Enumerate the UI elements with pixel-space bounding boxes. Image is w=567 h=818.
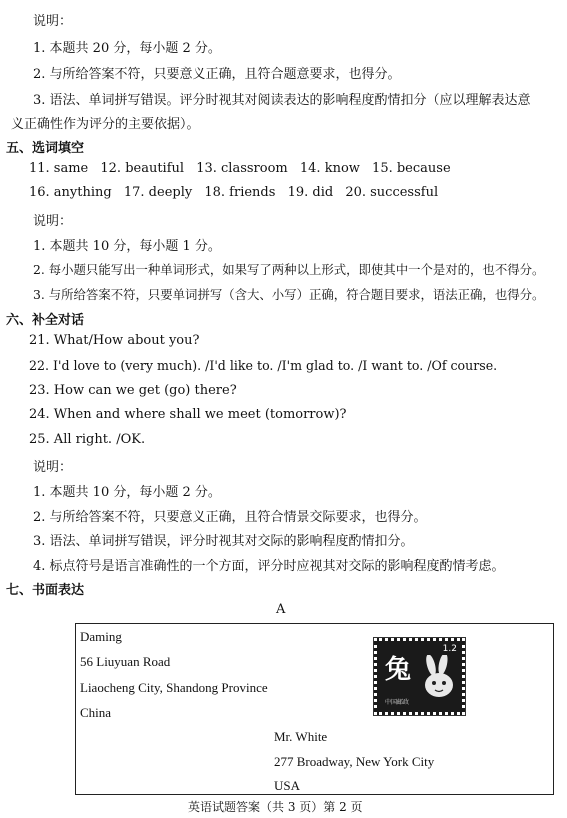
recipient-line: Mr. White (274, 729, 328, 744)
answer-item: 18. friends (204, 185, 276, 200)
note-item: 2. 与所给答案不符，只要意义正确，且符合情景交际要求，也得分。 (33, 510, 427, 525)
answer-row (29, 161, 451, 176)
answer-item: 25. All right. /OK. (29, 432, 146, 447)
answer-item: 14. know (299, 161, 360, 176)
answer-item: 15. because (372, 161, 451, 176)
section-title: 七、书面表达 (6, 583, 85, 598)
stamp-value: 1.2 (442, 644, 457, 654)
note-item: 2. 与所给答案不符，只要意义正确，且符合题意要求，也得分。 (33, 67, 401, 82)
answer-item: 24. When and where shall we meet (tomorrow)? (29, 407, 347, 422)
note-item: 1. 本题共 10 分，每小题 2 分。 (33, 485, 221, 500)
answer-item: 19. did (287, 185, 334, 200)
sender-line: China (80, 705, 112, 720)
recipient-line: USA (274, 778, 301, 793)
page-footer: 英语试题答案（共 3 页）第 2 页 (188, 800, 363, 814)
note-item: 义正确性作为评分的主要依据）。 (11, 117, 200, 132)
answer-item: 21. What/How about you? (29, 333, 200, 348)
note-item: 3. 与所给答案不符，只要单词拼写（含大、小写）正确，符合题目要求，语法正确，也得分。 (33, 287, 545, 302)
answer-item: 23. How can we get (go) there? (29, 383, 237, 398)
sender-line: Daming (80, 629, 122, 644)
note-item: 3. 语法、单词拼写错误，评分时视其对交际的影响程度酌情扣分。 (33, 534, 414, 549)
notes-label: 说明： (33, 14, 73, 29)
answer-item: 13. classroom (196, 161, 288, 176)
notes-label: 说明： (33, 460, 73, 475)
recipient-line: 277 Broadway, New York City (274, 754, 435, 769)
answer-item: 11. same (29, 161, 89, 176)
sender-line: Liaocheng City, Shandong Province (80, 680, 268, 695)
note-item: 1. 本题共 10 分，每小题 1 分。 (33, 239, 221, 254)
section-title: 六、补全对话 (6, 313, 85, 328)
stamp-caption: 中国邮政 (385, 699, 410, 706)
note-item: 4. 标点符号是语言准确性的一个方面，评分时应视其对交际的影响程度酌情考虑。 (33, 559, 505, 574)
notes-label: 说明： (33, 214, 73, 229)
answer-item: 16. anything (29, 185, 112, 200)
section-title: 五、选词填空 (6, 141, 85, 156)
answer-item: 17. deeply (123, 185, 193, 200)
answer-item: 20. successful (345, 185, 439, 200)
note-item: 2. 每小题只能写出一种单词形式，如果写了两种以上形式，即使其中一个是对的，也不得分。 (33, 262, 545, 277)
stamp-glyph: 兔 (385, 655, 412, 685)
sender-line: 56 Liuyuan Road (80, 654, 171, 669)
answer-item: 12. beautiful (100, 161, 185, 176)
note-item: 3. 语法、单词拼写错误。评分时视其对阅读表达的影响程度酌情扣分（应以理解表达意 (33, 93, 531, 108)
answer-row (29, 185, 438, 200)
note-item: 1. 本题共 20 分，每小题 2 分。 (33, 41, 221, 56)
rabbit-icon (417, 655, 457, 705)
answer-item: 22. I'd love to (very much). /I'd like to. /I'm glad to. /I want to. /Of course. (29, 358, 498, 373)
part-label: A (276, 602, 286, 617)
postage-stamp (374, 638, 465, 715)
